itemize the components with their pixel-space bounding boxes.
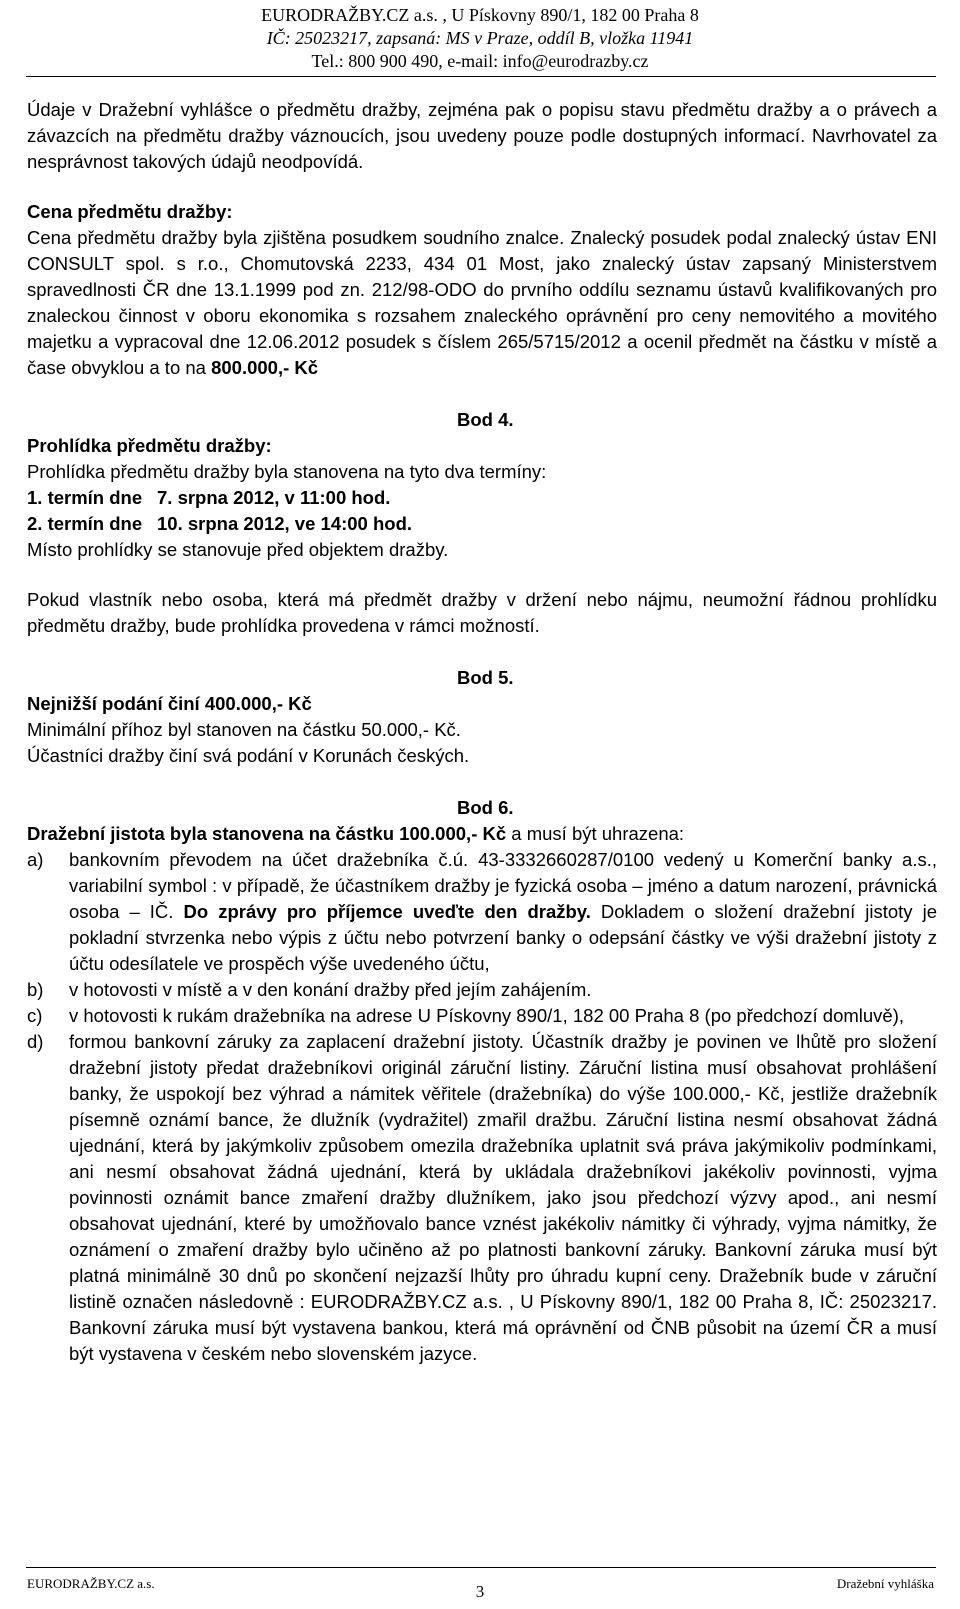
deposit-rest: a musí být uhrazena: <box>506 823 685 844</box>
letterhead-registration: IČ: 25023217, zapsaná: MS v Praze, oddíl B, vložka 11941 <box>266 28 694 48</box>
intro-paragraph: Údaje v Dražební vyhlášce o předmětu dražby, zejména pak o popisu stavu předmětu dražby a o právech a závazcích na předmětu dražby váznoucích, jsou uvedeny pouze podle dostupných informací. Navrhovatel za nesprávnost takových údajů neodpovídá. <box>27 99 937 172</box>
list-marker: c) <box>27 1005 43 1026</box>
minimum-increment: Minimální příhoz byl stanoven na částku 50.000,- Kč. <box>27 719 461 740</box>
term-2-label: 2. termín dne <box>27 513 143 534</box>
inspection-place: Místo prohlídky se stanovuje před objektem dražby. <box>27 539 449 560</box>
price-paragraph <box>27 225 937 381</box>
spacer <box>27 175 937 199</box>
letterhead-company: EURODRAŽBY.CZ a.s. , U Pískovny 890/1, 182 00 Praha 8 <box>261 5 699 25</box>
price-amount: 800.000,- Kč <box>211 357 319 378</box>
bod4-title: Bod 4. <box>457 409 514 430</box>
payment-a-text2: Dokladem o složení dražební jistoty je pokladní stvrzenka nebo výpis z účtu nebo potvrzení banky o odepsání částky ve výši dražební jistoty z účtu odesílatele ve prospěch výše uvedeného účtu, <box>69 901 937 974</box>
lowest-bid: Nejnižší podání činí 400.000,- Kč <box>27 693 312 714</box>
bod6-title: Bod 6. <box>457 797 514 818</box>
bod5-title: Bod 5. <box>457 667 514 688</box>
term-2-date: 10. srpna 2012, ve 14:00 hod. <box>157 513 413 534</box>
spacer <box>27 769 937 795</box>
bid-currency: Účastníci dražby činí svá podání v Korunách českých. <box>27 745 470 766</box>
inspection-intro: Prohlídka předmětu dražby byla stanovena na tyto dva termíny: <box>27 461 547 482</box>
list-marker: b) <box>27 979 44 1000</box>
payment-methods-list <box>27 847 937 1367</box>
payment-a-text: bankovním převodem na účet dražebníka č.ú. 43-3332660287/0100 vedený u Komerční banky a.s., variabilní symbol : v případě, že účastníkem dražby je fyzická osoba – jméno a datum narození, právnická osoba – IČ. <box>69 849 937 922</box>
footer-divider <box>26 1567 936 1568</box>
footer-company: EURODRAŽBY.CZ a.s. <box>27 1576 155 1591</box>
payment-a-bold: Do zprávy pro příjemce uveďte den dražby. <box>183 901 591 922</box>
letterhead-contact: Tel.: 800 900 490, e-mail: info@eurodrazby.cz <box>311 51 649 71</box>
term-1-date: 7. srpna 2012, v 11:00 hod. <box>157 487 391 508</box>
spacer <box>27 563 937 587</box>
deposit-amount: Dražební jistota byla stanovena na částku 100.000,- Kč <box>27 823 507 844</box>
footer-document-title: Dražební vyhláška <box>836 1576 934 1591</box>
payment-d-text: formou bankovní záruky za zaplacení dražební jistoty. Účastník dražby je povinen ve lhůtě pro složení dražební jistoty předat dražebníkovi originál záruční listiny. Záruční listina musí obsahovat prohlášení banky, že uspokojí bez výhrad a námitek věřitele (dražebníka) do výše 100.000,- Kč, jestliže dražebník písemně oznámí bance, že dlužník (vydražitel) zmařil dražbu. Záruční listina nesmí obsahovat žádná ujednání, která by jakýmkoliv způsobem omezila dražebníka uplatnit svá práva jakýmikoliv podmínkami, ani nesmí obsahovat žádná ujednání, která by ukládala dražebníkovi jakékoliv povinnosti, vyjma povinnosti oznámit bance zmaření dražby dlužníkem, jako jsou předchozí výzvy apod., ani nesmí obsahovat ujednání, které by umožňovalo bance vznést jakékoliv námitky či výhrady, vyjma námitky, že oznámení o zmaření dražby bylo učiněno až po platnosti bankovní záruky. Bankovní záruka musí být platná minimálně 30 dnů po skončení nejzazší lhůty pro úhradu kupní ceny. Dražebník bude v záruční listině označen následovně : EURODRAŽBY.CZ a.s. , U Pískovny 890/1, 182 00 Praha 8, IČ: 25023217. Bankovní záruka musí být vystavena bankou, která má oprávnění od ČNB působit na území ČR a musí být vystavena v českém nebo slovenském jazyce. <box>69 1031 937 1364</box>
page-number: 3 <box>475 1582 485 1601</box>
payment-b-text: v hotovosti v místě a v den konání dražby před jejím zahájením. <box>69 979 592 1000</box>
price-heading: Cena předmětu dražby: <box>27 201 233 222</box>
inspection-note: Pokud vlastník nebo osoba, která má předmět dražby v držení nebo nájmu, neumožní řádnou prohlídku předmětu dražby, bude prohlídka provedena v rámci možností. <box>27 589 937 636</box>
spacer <box>27 381 937 407</box>
price-text: Cena předmětu dražby byla zjištěna posudkem soudního znalce. Znalecký posudek podal znalecký ústav ENI CONSULT spol. s r.o., Chomutovská 2233, 434 01 Most, jako znalecký ústav zapsaný Ministerstvem spravedlnosti ČR dne 13.1.1999 pod zn. 212/98-ODO do prvního oddílu seznamu ústavů kvalifikovaných pro znaleckou činnost v oboru ekonomika s rozsahem znaleckého oprávnění pro ceny nemovitého a movitého majetku a vypracoval dne 12.06.2012 posudek s číslem 265/5715/2012 a ocenil předmět na částku v místě a čase obvyklou a to na <box>27 227 937 378</box>
payment-method-b <box>27 977 937 1003</box>
document-body <box>27 97 937 1367</box>
payment-method-d <box>27 1029 937 1367</box>
list-marker: d) <box>27 1031 44 1052</box>
letterhead <box>0 4 960 73</box>
payment-c-text: v hotovosti k rukám dražebníka na adrese U Pískovny 890/1, 182 00 Praha 8 (po předchozí domluvě), <box>69 1005 905 1026</box>
inspection-term-1 <box>27 485 937 511</box>
inspection-term-2 <box>27 511 937 537</box>
payment-method-c <box>27 1003 937 1029</box>
payment-method-a <box>27 847 937 977</box>
list-marker: a) <box>27 849 44 870</box>
inspection-heading: Prohlídka předmětu dražby: <box>27 435 272 456</box>
spacer <box>27 639 937 665</box>
term-1-label: 1. termín dne <box>27 487 143 508</box>
header-divider <box>26 76 936 77</box>
deposit-statement <box>27 821 937 847</box>
